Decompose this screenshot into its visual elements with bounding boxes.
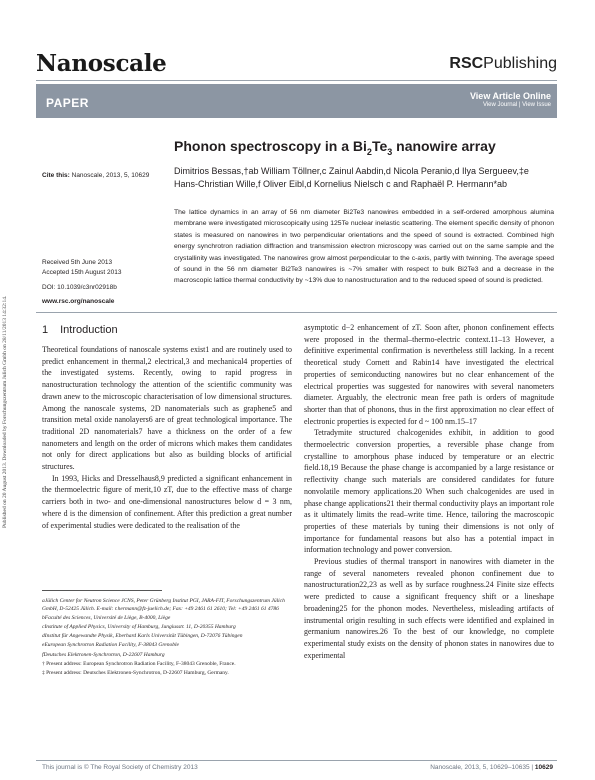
section-heading [42,324,118,336]
cite-ref: Nanoscale, 2013, 5, 10629 [71,172,150,179]
doi[interactable]: DOI: 10.1039/c3nr02918b [42,284,117,291]
affiliation: aJülich Center for Neutron Science JCNS, Peter Grünberg Institut PGI, JARA-FIT, Forschungszentrum Jülich GmbH, D-52425 Jülich. E-mail: r.hermann@fz-juelich.de; Fax: +49 2461 61 2610; Tel: +49 2461 61 4786 [42,598,285,613]
publisher-logo [449,55,557,73]
author-line: Dimitrios Bessas,†ab William Töllner,c Zainul Aabdin,d Nicola Peranio,d Ilya Sergueev,‡e [174,166,529,176]
affiliations [42,597,292,678]
cite-this [42,172,149,179]
view-journal-issue-links[interactable]: View Journal | View Issue [482,102,551,108]
paragraph: Tetradymite structured chalcogenides exhibit, in addition to good thermoelectric conversion properties, a reversible phase change from crystalline to amorphous phase induced by temperature or an electric field.18,19 Because the phase change is accompanied by a large resistance or reflectivity change such materials are considered candidates for future nonvolatile memory applications.20 When such chalcogenides are used in phase change applications21 their thermal conductivity plays an important role as it ultimately limits the read–write time. Hence, tailoring the macroscopic properties of these materials by tuning their dimensions is not only of importance for fundamental reasons but also has a potential impact in information technology and power conversion. [304,428,554,555]
section-number: 1 [42,324,49,336]
author-line: Hans-Christian Wille,f Oliver Eibl,d Kornelius Nielsch c and Raphaël P. Hermann*ab [174,179,507,189]
paragraph: Theoretical foundations of nanoscale systems exist1 and are routinely used to predict enhancement in thermal,2 electrical,3 and mechanical4 properties of the investigated systems. Recently, owing to rapid progress in nanostructuration technology the attention of the scientific community was drawn anew to the microscopic characterisation of low dimensional structures. Among the nanoscale systems, 2D nanomaterials such as graphene5 and transition metal oxide nanolayers6 are of great technological importance. The traditional 2D nanomaterials7 have a thickness on the order of a few nanometers and length on the order of microns which makes them candidates not only for direct applications but also as building blocks of artificial structures. [42,345,292,472]
publisher-logo-rest: Publishing [483,55,557,72]
download-stamp [2,128,14,528]
journal-reference: Nanoscale, 2013, 5, 10629–10635 [430,764,530,771]
accepted-date: Accepted 15th August 2013 [42,269,122,276]
article-title [174,138,496,157]
title-part: Te [371,138,388,154]
journal-title: Nanoscale [36,50,167,77]
page-reference: Nanoscale, 2013, 5, 10629–10635 | 10629 [430,764,553,771]
title-subscript: 3 [387,146,393,157]
affiliation: bFaculté des Sciences, Université de Liège, B-4000, Liège [42,615,171,622]
paragraph: asymptotic d−2 enhancement of zT. Soon after, phonon confinement effects were proposed in the thermal–thermo-electric context.11–13 However, a definitive experimental confirmation is nevertheless still lacking. In a recent theoretical study Cornett and Rabin14 have investigated the electrical properties of semiconducting nanowires but no clear enhancement of the electrical properties was suggested for nanowires with several nanometers diameter. Arguably, the electronic mean free path is orders of magnitude shorter than that of phonons, thus in the first approximation no clear effect of electronic properties is expected for d ~ 100 nm.15–17 [304,323,554,426]
received-date: Received 5th June 2013 [42,259,113,266]
cite-label: Cite this: [42,172,70,179]
author-list [174,165,554,191]
download-stamp-text: Published on 20 August 2013. Downloaded by Forschungszentrum Julich Gmbh on 28/11/2013 14:32:14. [2,295,8,528]
affiliation: eEuropean Synchrotron Radiation Facility, F-38043 Grenoble [42,642,179,649]
present-address-note: † Present address: European Synchrotron Radiation Facility, F-38043 Grenoble, France. [42,660,236,667]
paragraph: In 1993, Hicks and Dresselhaus8,9 predicted a significant enhancement in the thermoelectric figure of merit,10 zT, due to the effective mass of charge carriers both in two- and one-dimensional nanostructures below d = 3 nm, where d is the dimension of confinement. After this prediction a great number of experimental studies were dedicated to the realisation of the [42,473,292,530]
title-part: Phonon spectroscopy in a Bi [174,138,367,154]
article-type-label: PAPER [46,96,89,110]
body-column-left [42,344,292,531]
section-title: Introduction [60,324,118,336]
header-rule [36,80,557,81]
footnote-rule [42,590,162,591]
paragraph: Previous studies of thermal transport in nanowires with diameter in the range of several nanometers revealed phonon confinement due to nanostructuration22,23 as well as by surface roughness.24 Finite size effects were predicted to cause a significant frequency shift or a lineshape broadening25 for the phonon modes. Nevertheless, misleading artifacts of instrumental origin resulting in such effects were identified and explained in germanium nanowires.26 To the best of our knowledge, no complete experimental study exists on the density of phonon states in nanowires due to experimental [304,557,554,660]
affiliation: fDeutsches Elektronen-Synchrotron, D-22607 Hamburg [42,651,165,658]
view-article-online-link[interactable]: View Article Online [469,91,551,101]
affiliation: cInstitute of Applied Physics, University of Hamburg, Jungiusstr. 11, D-20355 Hamburg [42,624,236,631]
title-part: nanowire array [392,138,496,154]
publisher-logo-bold: RSC [449,55,484,72]
page-number: 10629 [534,764,553,771]
affiliation: dInstitut für Angewandte Physik, Eberhard Karls Universität Tübingen, D-72076 Tübingen [42,633,243,640]
body-column-right [304,322,554,661]
footer-rule [36,760,557,761]
present-address-note: ‡ Present address: Deutsches Elektronen-Synchrotron, D-22607 Hamburg, Germany. [42,669,229,676]
title-subscript: 2 [366,146,372,157]
journal-url[interactable]: www.rsc.org/nanoscale [42,298,115,305]
banner-links [470,91,551,108]
copyright-notice: This journal is © The Royal Society of Chemistry 2013 [42,764,198,771]
abstract: The lattice dynamics in an array of 56 nm diameter Bi2Te3 nanowires embedded in a self-ordered amorphous alumina membrane were investigated microscopically using 125Te nuclear inelastic scattering. The element specific density of phonon states is measured on nanowires in two perpendicular orientations and the speed of sound is extracted. Combined high energy synchrotron radiation diffraction and transmission electron microscopy was carried out on the same sample and the crystallinity was investigated. The nanowires grow almost perpendicular to the c-axis, partly with twinning. The average speed of sound in the 56 nm diameter Bi2Te3 nanowires is ~7% smaller with respect to bulk Bi2Te3 and a decrease in the macroscopic lattice thermal conductivity by ~13% due to nanostructuration and to the reduced speed of sound is predicted. [174,209,554,285]
section-rule [36,312,557,313]
